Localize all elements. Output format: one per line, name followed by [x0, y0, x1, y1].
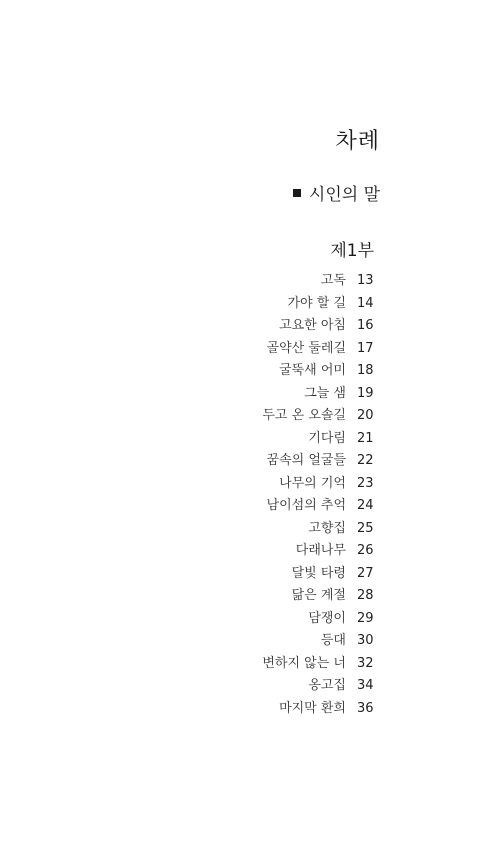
toc-entry-title: 나무의 기억: [279, 475, 346, 491]
toc-entry-page: 24: [357, 498, 374, 513]
toc-entry-page: 34: [357, 678, 374, 693]
toc-entry-page: 27: [357, 565, 374, 581]
toc-entry[interactable]: [0, 608, 500, 631]
page-title: 차례: [335, 129, 380, 154]
toc-entry-title: 꿈속의 얼굴들: [266, 453, 346, 468]
toc-entry-title: 기다림: [308, 430, 346, 446]
toc-entry[interactable]: [0, 383, 500, 406]
toc-entry[interactable]: [0, 405, 500, 428]
toc-entry-page: 18: [357, 363, 374, 378]
toc-entry-page: 22: [357, 453, 374, 468]
toc-entry[interactable]: [0, 270, 500, 293]
toc-entry-title: 달빛 타령: [291, 565, 346, 581]
toc-entry-title: 가야 할 길: [287, 295, 346, 311]
toc-entry-title: 다래나무: [295, 543, 346, 558]
toc-entry-page: 25: [357, 520, 374, 536]
toc-entry-title: 닮은 계절: [291, 588, 346, 603]
preface-entry[interactable]: [293, 180, 380, 205]
toc-entry-title: 그늘 샘: [304, 385, 346, 401]
toc-entry-page: 14: [357, 295, 374, 311]
toc-entry-page: 21: [357, 430, 374, 446]
toc-entry-title: 남이섬의 추억: [266, 498, 346, 513]
toc-entry-title: 마지막 환희: [279, 700, 346, 716]
part-heading: 제1부: [330, 241, 374, 261]
toc-entry[interactable]: [0, 585, 500, 608]
toc-entry-title: 등대: [320, 633, 346, 648]
toc-entry-page: 13: [357, 273, 374, 288]
toc-entry-page: 32: [357, 655, 374, 671]
toc-entry[interactable]: [0, 450, 500, 473]
toc-entry-title: 골약산 둘레길: [266, 340, 346, 356]
toc-entry-title: 고향집: [308, 520, 346, 536]
preface-label: 시인의 말: [308, 185, 380, 205]
toc-entry[interactable]: [0, 630, 500, 653]
toc-list: [0, 270, 500, 720]
toc-entry-page: 28: [357, 588, 374, 603]
toc-entry[interactable]: [0, 518, 500, 541]
toc-entry-title: 고요한 아침: [279, 318, 346, 333]
toc-entry[interactable]: [0, 675, 500, 698]
toc-entry[interactable]: [0, 698, 500, 721]
toc-entry-page: 17: [357, 340, 374, 356]
toc-entry[interactable]: [0, 338, 500, 361]
toc-entry-page: 23: [357, 475, 374, 491]
toc-entry[interactable]: [0, 495, 500, 518]
toc-entry[interactable]: [0, 293, 500, 316]
toc-entry[interactable]: [0, 653, 500, 676]
toc-entry-page: 30: [357, 633, 374, 648]
toc-entry-page: 26: [357, 543, 374, 558]
toc-entry-page: 29: [357, 610, 374, 626]
toc-entry-title: 담쟁이: [308, 610, 346, 626]
toc-entry[interactable]: [0, 540, 500, 563]
toc-entry-title: 변하지 않는 너: [262, 655, 346, 671]
toc-entry-page: 16: [357, 318, 374, 333]
toc-entry[interactable]: [0, 563, 500, 586]
toc-entry-title: 옹고집: [308, 678, 346, 693]
toc-entry[interactable]: [0, 473, 500, 496]
toc-entry-title: 고독: [320, 273, 346, 288]
toc-entry-page: 19: [357, 385, 374, 401]
toc-entry-title: 두고 온 오솔길: [262, 408, 346, 423]
toc-entry-page: 20: [357, 408, 374, 423]
toc-entry-page: 36: [357, 700, 374, 716]
toc-entry[interactable]: [0, 315, 500, 338]
toc-entry[interactable]: [0, 428, 500, 451]
toc-entry[interactable]: [0, 360, 500, 383]
toc-entry-title: 굴뚝새 어미: [279, 363, 346, 378]
square-bullet-icon: [293, 189, 301, 197]
